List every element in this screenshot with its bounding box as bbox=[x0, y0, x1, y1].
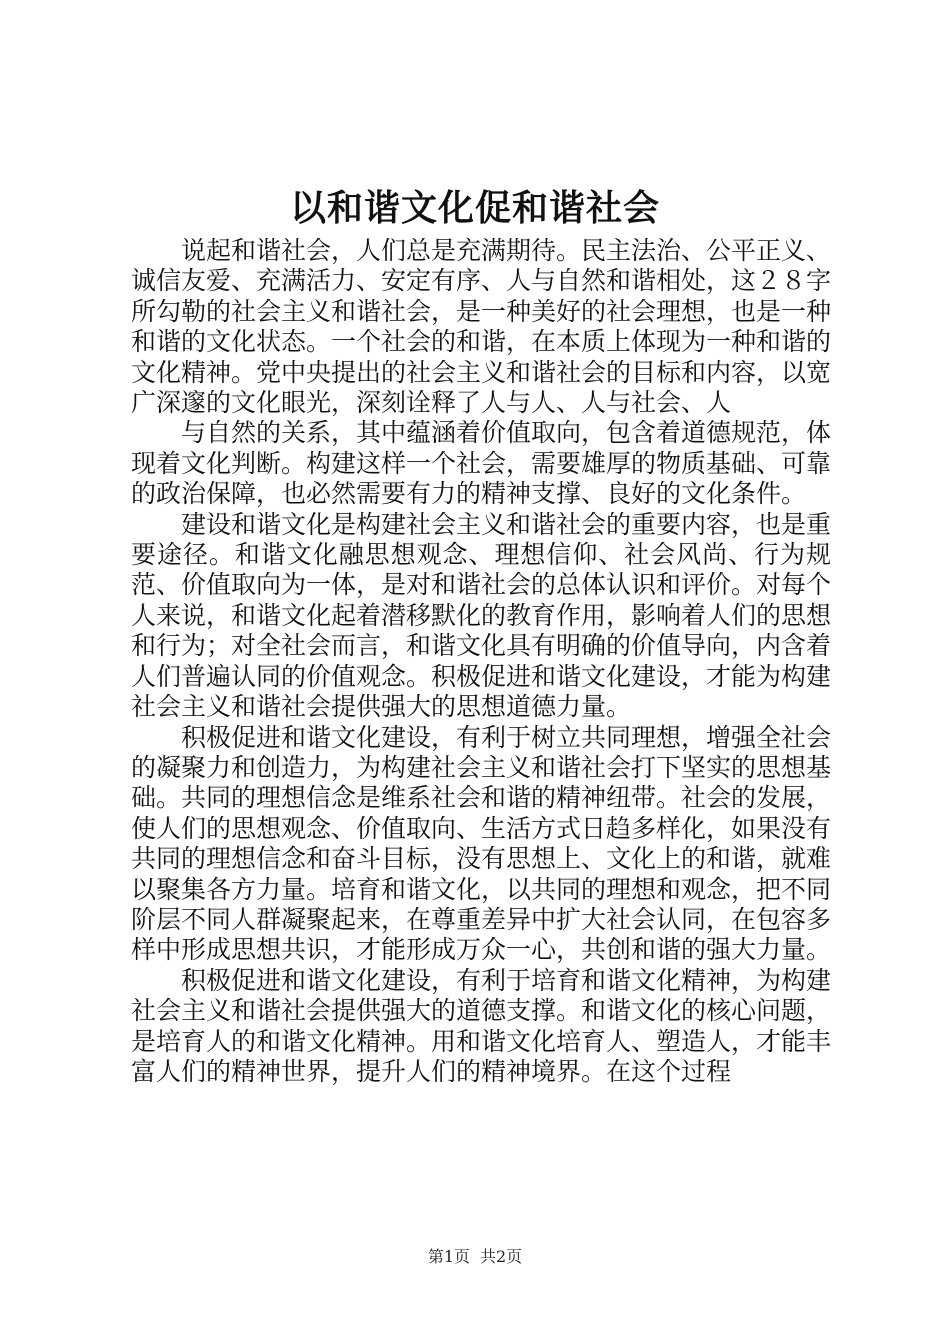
page-number: 第1页 bbox=[427, 1247, 470, 1266]
document-title: 以和谐文化促和谐社会 bbox=[289, 187, 660, 229]
page-footer bbox=[0, 1247, 950, 1267]
paragraph-2: 与自然的关系，其中蕴涵着价值取向，包含着道德规范，体现着文化判断。构建这样一个社会，需要雄厚的物质基础、可靠的政治保障，也必然需要有力的精神支撑、良好的文化条件。 bbox=[131, 418, 832, 509]
paragraph-5: 积极促进和谐文化建设，有利于培育和谐文化精神，为构建社会主义和谐社会提供强大的道德支撑。和谐文化的核心问题，是培育人的和谐文化精神。用和谐文化培育人、塑造人，才能丰富人们的精神世界，提升人们的精神境界。在这个过程 bbox=[131, 965, 832, 1086]
paragraph-4: 积极促进和谐文化建设，有利于树立共同理想，增强全社会的凝聚力和创造力，为构建社会主义和谐社会打下坚实的思想基础。共同的理想信念是维系社会和谐的精神纽带。社会的发展，使人们的思想观念、价值取向、生活方式日趋多样化，如果没有共同的理想信念和奋斗目标，没有思想上、文化上的和谐，就难以聚集各方力量。培育和谐文化，以共同的理想和观念，把不同阶层不同人群凝聚起来，在尊重差异中扩大社会认同，在包容多样中形成思想共识，才能形成万众一心，共创和谐的强大力量。 bbox=[131, 722, 832, 965]
page-total: 共2页 bbox=[480, 1247, 523, 1266]
paragraph-1: 说起和谐社会，人们总是充满期待。民主法治、公平正义、诚信友爱、充满活力、安定有序、人与自然和谐相处，这２８字所勾勒的社会主义和谐社会，是一种美好的社会理想，也是一种和谐的文化状态。一个社会的和谐，在本质上体现为一种和谐的文化精神。党中央提出的社会主义和谐社会的目标和内容，以宽广深邃的文化眼光，深刻诠释了人与人、人与社会、人 bbox=[131, 236, 832, 418]
document-body bbox=[131, 236, 831, 1087]
paragraph-3: 建设和谐文化是构建社会主义和谐社会的重要内容，也是重要途径。和谐文化融思想观念、理想信仰、社会风尚、行为规范、价值取向为一体，是对和谐社会的总体认识和评价。对每个人来说，和谐文化起着潜移默化的教育作用，影响着人们的思想和行为；对全社会而言，和谐文化具有明确的价值导向，内含着人们普遍认同的价值观念。积极促进和谐文化建设，才能为构建社会主义和谐社会提供强大的思想道德力量。 bbox=[131, 509, 832, 722]
